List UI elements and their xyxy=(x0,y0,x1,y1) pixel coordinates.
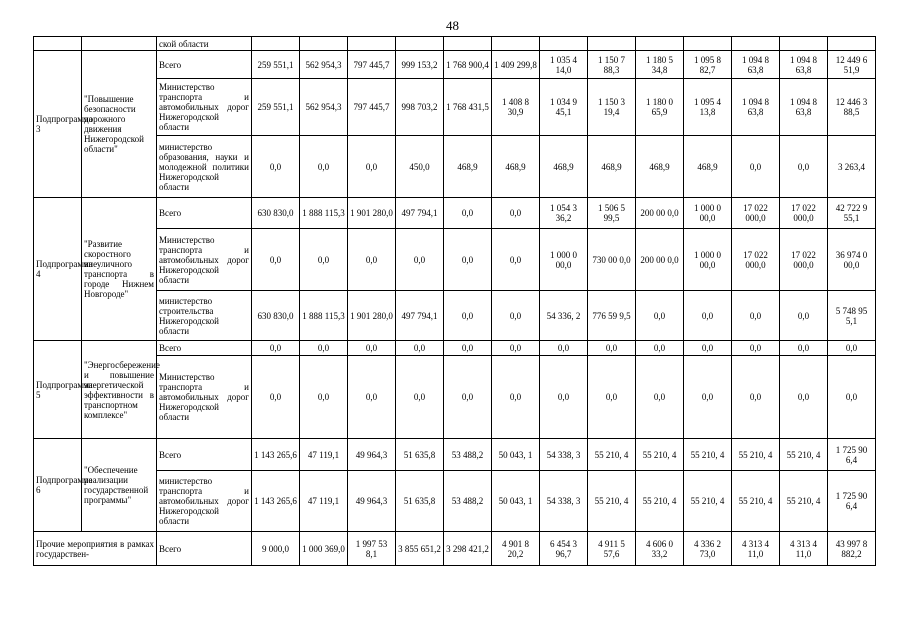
value-cell: 47 119,1 xyxy=(300,439,348,471)
value-cell: 1 409 299,8 xyxy=(492,51,540,79)
value-cell: 55 210, 4 xyxy=(588,439,636,471)
value-cell: 0,0 xyxy=(588,341,636,356)
subprogram-name: "Энергосбережение и повышение энергетической эффективности в транспортном комплексе" xyxy=(82,341,157,439)
table-row xyxy=(34,198,876,229)
value-cell: 0,0 xyxy=(396,341,444,356)
subprogram-name: "Повышение безопасности дорожного движения Нижегородской области" xyxy=(82,51,157,198)
value-cell: 1 888 115,3 xyxy=(300,198,348,229)
value-cell: 0,0 xyxy=(252,136,300,198)
value-cell: 1 094 8 63,8 xyxy=(732,51,780,79)
value-cell: 1 143 265,6 xyxy=(252,439,300,471)
value-cell: 1 180 5 34,8 xyxy=(636,51,684,79)
value-cell: 55 210, 4 xyxy=(780,439,828,471)
value-cell: 1 506 5 99,5 xyxy=(588,198,636,229)
value-cell: 36 974 0 00,0 xyxy=(828,229,876,291)
table-row xyxy=(34,471,876,532)
value-cell: 0,0 xyxy=(588,356,636,439)
value-cell: 55 210, 4 xyxy=(732,439,780,471)
value-cell: 0,0 xyxy=(396,229,444,291)
value-cell: 55 210, 4 xyxy=(636,439,684,471)
value-cell: 51 635,8 xyxy=(396,471,444,532)
value-cell: 630 830,0 xyxy=(252,291,300,341)
value-cell: 259 551,1 xyxy=(252,51,300,79)
value-cell: 4 313 4 11,0 xyxy=(780,532,828,566)
value-cell: 1 150 3 19,4 xyxy=(588,79,636,136)
value-cell: 0,0 xyxy=(492,291,540,341)
value-cell: 55 210, 4 xyxy=(636,471,684,532)
value-cell: 1 725 90 6,4 xyxy=(828,439,876,471)
value-cell: 49 964,3 xyxy=(348,471,396,532)
value-cell: 1 000 369,0 xyxy=(300,532,348,566)
budget-table xyxy=(33,36,876,566)
table-row xyxy=(34,291,876,341)
value-cell: 43 997 8 882,2 xyxy=(828,532,876,566)
value-cell: 1 095 4 13,8 xyxy=(684,79,732,136)
value-cell: 1 143 265,6 xyxy=(252,471,300,532)
value-cell: 0,0 xyxy=(444,198,492,229)
value-cell: 55 210, 4 xyxy=(588,471,636,532)
value-cell: 4 901 8 20,2 xyxy=(492,532,540,566)
value-cell: 0,0 xyxy=(300,356,348,439)
executor-cell: министерство строительства Нижегородской области xyxy=(157,291,252,341)
value-cell: 1 000 0 00,0 xyxy=(540,229,588,291)
subprogram-label: Подпрограмма 3 xyxy=(34,51,82,198)
executor-cell: Министерство транспорта и автомобильных дорог Нижегородской области xyxy=(157,356,252,439)
value-cell: 0,0 xyxy=(684,341,732,356)
value-cell: 0,0 xyxy=(732,356,780,439)
value-cell: 1 901 280,0 xyxy=(348,198,396,229)
value-cell: 630 830,0 xyxy=(252,198,300,229)
value-cell: 0,0 xyxy=(300,136,348,198)
value-cell: 468,9 xyxy=(492,136,540,198)
value-cell: 0,0 xyxy=(540,341,588,356)
value-cell: 3 263,4 xyxy=(828,136,876,198)
value-cell: 1 768 431,5 xyxy=(444,79,492,136)
value-cell: 55 210, 4 xyxy=(684,439,732,471)
value-cell: 0,0 xyxy=(300,341,348,356)
value-cell: 1 408 8 30,9 xyxy=(492,79,540,136)
top-fragment-cell: ской области xyxy=(157,37,252,51)
value-cell: 1 888 115,3 xyxy=(300,291,348,341)
executor-cell: Всего xyxy=(157,341,252,356)
value-cell: 200 00 0,0 xyxy=(636,198,684,229)
value-cell: 259 551,1 xyxy=(252,79,300,136)
value-cell: 497 794,1 xyxy=(396,291,444,341)
value-cell: 0,0 xyxy=(444,291,492,341)
value-cell: 0,0 xyxy=(252,356,300,439)
executor-cell: Министерство транспорта и автомобильных дорог Нижегородской области xyxy=(157,229,252,291)
subprogram-name: "Обеспечение реализации государственной программы" xyxy=(82,439,157,532)
value-cell: 4 313 4 11,0 xyxy=(732,532,780,566)
value-cell: 1 034 9 45,1 xyxy=(540,79,588,136)
value-cell: 53 488,2 xyxy=(444,439,492,471)
value-cell: 0,0 xyxy=(780,341,828,356)
value-cell: 0,0 xyxy=(684,356,732,439)
value-cell: 468,9 xyxy=(540,136,588,198)
value-cell: 12 449 6 51,9 xyxy=(828,51,876,79)
value-cell: 0,0 xyxy=(348,136,396,198)
value-cell: 4 911 5 57,6 xyxy=(588,532,636,566)
value-cell: 55 210, 4 xyxy=(780,471,828,532)
table-row xyxy=(34,79,876,136)
value-cell: 1 000 0 00,0 xyxy=(684,229,732,291)
value-cell: 0,0 xyxy=(732,291,780,341)
value-cell: 1 180 0 65,9 xyxy=(636,79,684,136)
value-cell: 3 298 421,2 xyxy=(444,532,492,566)
executor-cell: Министерство транспорта и автомобильных дорог Нижегородской области xyxy=(157,79,252,136)
value-cell: 0,0 xyxy=(444,229,492,291)
value-cell: 17 022 000,0 xyxy=(780,229,828,291)
value-cell: 0,0 xyxy=(492,356,540,439)
value-cell: 17 022 000,0 xyxy=(780,198,828,229)
value-cell: 3 855 651,2 xyxy=(396,532,444,566)
value-cell: 468,9 xyxy=(588,136,636,198)
value-cell: 0,0 xyxy=(636,341,684,356)
table-row xyxy=(34,51,876,79)
value-cell: 0,0 xyxy=(444,341,492,356)
value-cell: 6 454 3 96,7 xyxy=(540,532,588,566)
value-cell: 562 954,3 xyxy=(300,79,348,136)
value-cell: 0,0 xyxy=(636,356,684,439)
executor-cell: министерство транспорта и автомобильных дорог Нижегородской области xyxy=(157,471,252,532)
value-cell: 0,0 xyxy=(684,291,732,341)
other-activities-label: Прочие мероприятия в рамках государствен- xyxy=(34,532,157,566)
value-cell: 797 445,7 xyxy=(348,79,396,136)
value-cell: 0,0 xyxy=(780,356,828,439)
value-cell: 0,0 xyxy=(492,198,540,229)
value-cell: 53 488,2 xyxy=(444,471,492,532)
value-cell: 1 150 7 88,3 xyxy=(588,51,636,79)
value-cell: 0,0 xyxy=(396,356,444,439)
table-row xyxy=(34,136,876,198)
value-cell: 1 725 90 6,4 xyxy=(828,471,876,532)
value-cell: 9 000,0 xyxy=(252,532,300,566)
value-cell: 797 445,7 xyxy=(348,51,396,79)
table-row xyxy=(34,229,876,291)
table-row xyxy=(34,439,876,471)
value-cell: 0,0 xyxy=(540,356,588,439)
page-number: 48 xyxy=(446,18,459,33)
table-row-top-fragment xyxy=(34,37,876,51)
value-cell: 0,0 xyxy=(348,341,396,356)
subprogram-name: "Развитие скоростного внеуличного транспорта в городе Нижнем Новгороде" xyxy=(82,198,157,341)
table-row xyxy=(34,532,876,566)
value-cell: 1 997 53 8,1 xyxy=(348,532,396,566)
value-cell: 47 119,1 xyxy=(300,471,348,532)
value-cell: 1 094 8 63,8 xyxy=(780,51,828,79)
value-cell: 0,0 xyxy=(732,136,780,198)
value-cell: 0,0 xyxy=(780,291,828,341)
value-cell: 1 000 0 00,0 xyxy=(684,198,732,229)
value-cell: 468,9 xyxy=(444,136,492,198)
value-cell: 730 00 0,0 xyxy=(588,229,636,291)
value-cell: 54 338, 3 xyxy=(540,439,588,471)
value-cell: 1 094 8 63,8 xyxy=(780,79,828,136)
executor-cell: Всего xyxy=(157,198,252,229)
executor-cell: министерство образования, науки и молодежной политики Нижегородской области xyxy=(157,136,252,198)
value-cell: 450,0 xyxy=(396,136,444,198)
value-cell: 0,0 xyxy=(828,356,876,439)
value-cell: 1 768 900,4 xyxy=(444,51,492,79)
value-cell: 0,0 xyxy=(732,341,780,356)
table-row xyxy=(34,341,876,356)
value-cell: 17 022 000,0 xyxy=(732,229,780,291)
value-cell: 0,0 xyxy=(492,341,540,356)
value-cell: 54 336, 2 xyxy=(540,291,588,341)
executor-cell: Всего xyxy=(157,51,252,79)
value-cell: 0,0 xyxy=(348,356,396,439)
value-cell: 0,0 xyxy=(252,229,300,291)
subprogram-label: Подпрограмма 4 xyxy=(34,198,82,341)
value-cell: 468,9 xyxy=(684,136,732,198)
value-cell: 54 338, 3 xyxy=(540,471,588,532)
value-cell: 0,0 xyxy=(252,341,300,356)
value-cell: 1 035 4 14,0 xyxy=(540,51,588,79)
value-cell: 0,0 xyxy=(300,229,348,291)
value-cell: 999 153,2 xyxy=(396,51,444,79)
value-cell: 0,0 xyxy=(348,229,396,291)
value-cell: 4 606 0 33,2 xyxy=(636,532,684,566)
value-cell: 5 748 95 5,1 xyxy=(828,291,876,341)
value-cell: 12 446 3 88,5 xyxy=(828,79,876,136)
value-cell: 200 00 0,0 xyxy=(636,229,684,291)
value-cell: 0,0 xyxy=(828,341,876,356)
value-cell: 1 054 3 36,2 xyxy=(540,198,588,229)
value-cell: 55 210, 4 xyxy=(732,471,780,532)
value-cell: 1 095 8 82,7 xyxy=(684,51,732,79)
value-cell: 50 043, 1 xyxy=(492,439,540,471)
value-cell: 562 954,3 xyxy=(300,51,348,79)
subprogram-label: Подпрограмма 6 xyxy=(34,439,82,532)
value-cell: 49 964,3 xyxy=(348,439,396,471)
value-cell: 776 59 9,5 xyxy=(588,291,636,341)
value-cell: 0,0 xyxy=(636,291,684,341)
value-cell: 17 022 000,0 xyxy=(732,198,780,229)
value-cell: 42 722 9 55,1 xyxy=(828,198,876,229)
value-cell: 55 210, 4 xyxy=(684,471,732,532)
value-cell: 4 336 2 73,0 xyxy=(684,532,732,566)
value-cell: 1 094 8 63,8 xyxy=(732,79,780,136)
value-cell: 1 901 280,0 xyxy=(348,291,396,341)
executor-cell: Всего xyxy=(157,439,252,471)
executor-cell: Всего xyxy=(157,532,252,566)
value-cell: 497 794,1 xyxy=(396,198,444,229)
value-cell: 0,0 xyxy=(444,356,492,439)
subprogram-label: Подпрограмма 5 xyxy=(34,341,82,439)
value-cell: 0,0 xyxy=(492,229,540,291)
value-cell: 50 043, 1 xyxy=(492,471,540,532)
value-cell: 998 703,2 xyxy=(396,79,444,136)
value-cell: 0,0 xyxy=(780,136,828,198)
value-cell: 468,9 xyxy=(636,136,684,198)
value-cell: 51 635,8 xyxy=(396,439,444,471)
